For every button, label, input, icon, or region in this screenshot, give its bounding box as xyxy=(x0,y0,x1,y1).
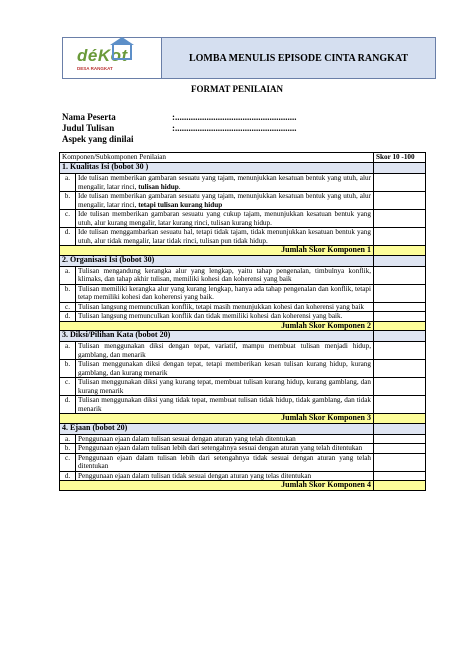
criterion-text-body: Tulisan mengandung kerangka alur yang lengkap, yaitu tahap pengenalan, timbulnya konflik, klimaks, dan tahap akhir tulisan, memiliki kohesi dan koherensi yang baik xyxy=(78,266,371,283)
criterion-row xyxy=(60,378,426,396)
component-total-label: Jumlah Skor Komponen 3 xyxy=(60,414,374,424)
criterion-text-body: Penggunaan ejaan dalam tulisan lebih dari setengahnya tidak sesuai dengan aturan yang telah ditentukan xyxy=(78,453,371,470)
criterion-row xyxy=(60,192,426,210)
criterion-letter: c. xyxy=(60,453,76,471)
criterion-text-emphasis: tulisan hidup xyxy=(138,182,179,191)
identity-label: Aspek yang dinilai xyxy=(62,134,134,144)
component-total-score-cell[interactable] xyxy=(374,414,426,424)
criterion-letter: b. xyxy=(60,360,76,378)
criterion-text xyxy=(76,378,374,396)
criterion-row xyxy=(60,266,426,284)
criterion-text-body: Penggunaan ejaan dalam tulisan tidak sesuai dengan aturan yang telas ditentukan xyxy=(78,471,312,480)
criterion-letter: a. xyxy=(60,434,76,444)
format-title: FORMAT PENILAIAN xyxy=(191,84,283,94)
criterion-row xyxy=(60,228,426,246)
criterion-text-body: Penggunaan ejaan dalam tulisan sesuai dengan aturan yang telah ditentukan xyxy=(78,434,296,443)
criterion-text-body: Tulisan langsung memunculkan konflik, tetapi masih menunjukkan kohesi dan koherensi yang baik xyxy=(78,302,364,311)
criterion-text-body: Ide tulisan memberikan gambaran sesuatu yang tajam, menunjukkan kesatuan bentuk yang utuh, alur mengalir, latar rinci, xyxy=(78,174,371,191)
criterion-score-cell[interactable] xyxy=(374,266,426,284)
section-title: 1. Kualitas Isi (bobot 30 ) xyxy=(60,163,374,174)
criterion-text xyxy=(76,266,374,284)
criterion-text-body: Ide tulisan menggambarkan sesuatu hal, tetapi tidak tajam, tidak menunjukkan kesatuan bentuk yang utuh, alur tidak mengalir, latar tidak rinci, tulisan pun tidak hidup. xyxy=(78,228,371,245)
criterion-letter: a. xyxy=(60,266,76,284)
criterion-row xyxy=(60,284,426,302)
identity-value: :...................................................... xyxy=(172,112,297,122)
scoring-table xyxy=(59,152,426,491)
criterion-letter: d. xyxy=(60,471,76,481)
criterion-text xyxy=(76,453,374,471)
component-total-row xyxy=(60,414,426,424)
criterion-score-cell[interactable] xyxy=(374,471,426,481)
document-header xyxy=(62,37,436,79)
criterion-score-cell[interactable] xyxy=(374,378,426,396)
identity-label: Judul Tulisan xyxy=(62,123,115,133)
criterion-score-cell[interactable] xyxy=(374,192,426,210)
criterion-row xyxy=(60,396,426,414)
dekot-logo xyxy=(63,38,162,78)
criterion-text-body: Ide tulisan memberikan gambaran sesuatu yang tajam, menunjukkan kesatuan bentuk yang utuh, alur mengalir, latar rinci, xyxy=(78,192,371,209)
logo-text: déKot xyxy=(77,46,128,65)
criterion-score-cell[interactable] xyxy=(374,396,426,414)
header-score: Skor 10 -100 xyxy=(374,153,426,163)
criterion-letter: c. xyxy=(60,302,76,312)
section-row xyxy=(60,331,426,342)
criterion-letter: b. xyxy=(60,284,76,302)
criterion-row xyxy=(60,302,426,312)
criterion-row xyxy=(60,210,426,228)
criterion-row xyxy=(60,453,426,471)
criterion-letter: a. xyxy=(60,342,76,360)
criterion-text-body: Ide tulisan memberikan gambaran sesuatu yang cukup tajam, menunjukkan kesatuan bentuk yang utuh, alur kurang mengalir, latar kurang rinci, tulisan kurang hidup. xyxy=(78,210,371,227)
criterion-text xyxy=(76,192,374,210)
criterion-letter: b. xyxy=(60,192,76,210)
criterion-score-cell[interactable] xyxy=(374,360,426,378)
criterion-letter: d. xyxy=(60,312,76,322)
criterion-letter: b. xyxy=(60,444,76,454)
criterion-text xyxy=(76,284,374,302)
section-title: 2. Organisasi Isi (bobot 30) xyxy=(60,255,374,266)
criterion-text xyxy=(76,360,374,378)
component-total-row xyxy=(60,246,426,256)
criterion-score-cell[interactable] xyxy=(374,302,426,312)
criterion-text-body: Tulisan langsung memunculkan konflik dan tidak memiliki kohesi dan koherensi yang baik. xyxy=(78,312,343,320)
criterion-text-body: Tulisan menggunakan diksi dengan tepat, tetapi memberikan kesan tulisan kurang hidup, kurang gamblang, dan kurang menarik xyxy=(78,360,371,377)
section-row xyxy=(60,255,426,266)
criterion-letter: c. xyxy=(60,210,76,228)
criterion-letter: c. xyxy=(60,378,76,396)
header-component: Komponen/Subkomponen Penilaian xyxy=(60,153,374,163)
criterion-score-cell[interactable] xyxy=(374,228,426,246)
criterion-score-cell[interactable] xyxy=(374,174,426,192)
criterion-score-cell[interactable] xyxy=(374,312,426,322)
criterion-row xyxy=(60,434,426,444)
criterion-row xyxy=(60,360,426,378)
criterion-text-body: Penggunaan ejaan dalam tulisan lebih dari setengahnya sesuai dengan aturan yang telah ditentukan xyxy=(78,444,363,452)
contest-title: LOMBA MENULIS EPISODE CINTA RANGKAT xyxy=(162,38,435,78)
identity-value: :...................................................... xyxy=(172,123,297,133)
criterion-score-cell[interactable] xyxy=(374,284,426,302)
table-header-row xyxy=(60,153,426,163)
criterion-text-body: Tulisan menggunakan diksi yang tidak tepat, membuat tulisan tidak hidup, tidak gamblang, dan tidak menarik xyxy=(78,396,371,413)
section-score-cell xyxy=(374,255,426,266)
component-total-label: Jumlah Skor Komponen 1 xyxy=(60,246,374,256)
section-title: 4. Ejaan (bobot 20) xyxy=(60,423,374,434)
criterion-score-cell[interactable] xyxy=(374,434,426,444)
criterion-text xyxy=(76,434,374,444)
section-title: 3. Diksi/Pilihan Kata (bobot 20) xyxy=(60,331,374,342)
house-icon xyxy=(112,45,132,60)
criterion-text-body: Tulisan menggunakan diksi dengan tepat, variatif, mampu membuat tulisan menjadi hidup, gamblang, dan menarik xyxy=(78,342,371,359)
component-total-label: Jumlah Skor Komponen 4 xyxy=(60,481,374,491)
criterion-row xyxy=(60,444,426,454)
component-total-score-cell[interactable] xyxy=(374,246,426,256)
component-total-score-cell[interactable] xyxy=(374,321,426,331)
component-total-row xyxy=(60,481,426,491)
criterion-letter: d. xyxy=(60,228,76,246)
identity-label: Nama Peserta xyxy=(62,112,116,122)
criterion-text xyxy=(76,342,374,360)
section-score-cell xyxy=(374,423,426,434)
criterion-text-body: Tulisan menggunakan diksi yang kurang tepat, membuat tulisan kurang hidup, kurang gamblang, dan kurang menarik xyxy=(78,378,371,395)
criterion-letter: d. xyxy=(60,396,76,414)
section-score-cell xyxy=(374,163,426,174)
criterion-score-cell[interactable] xyxy=(374,210,426,228)
criterion-score-cell[interactable] xyxy=(374,342,426,360)
criterion-text-emphasis: tetapi tulisan kurang hidup xyxy=(138,200,223,209)
criterion-text xyxy=(76,228,374,246)
component-total-label: Jumlah Skor Komponen 2 xyxy=(60,321,374,331)
criterion-score-cell[interactable] xyxy=(374,444,426,454)
criterion-text-body: Tulisan memiliki kerangka alur yang kurang lengkap, hanya ada tahap pengenalan dan konflik, tetapi tetap memiliki kohesi dan koherensi yang baik. xyxy=(78,284,371,301)
criterion-text xyxy=(76,444,374,454)
criterion-text xyxy=(76,302,374,312)
criterion-text-tail: . xyxy=(178,182,181,191)
criterion-text xyxy=(76,174,374,192)
logo-subtext: DESA RANGKAT xyxy=(77,66,113,71)
criterion-row xyxy=(60,342,426,360)
criterion-letter: a. xyxy=(60,174,76,192)
section-row xyxy=(60,163,426,174)
criterion-row xyxy=(60,312,426,322)
criterion-text xyxy=(76,312,374,322)
criterion-score-cell[interactable] xyxy=(374,453,426,471)
criterion-text xyxy=(76,210,374,228)
criterion-text xyxy=(76,396,374,414)
component-total-score-cell[interactable] xyxy=(374,481,426,491)
section-score-cell xyxy=(374,331,426,342)
criterion-row xyxy=(60,174,426,192)
section-row xyxy=(60,423,426,434)
